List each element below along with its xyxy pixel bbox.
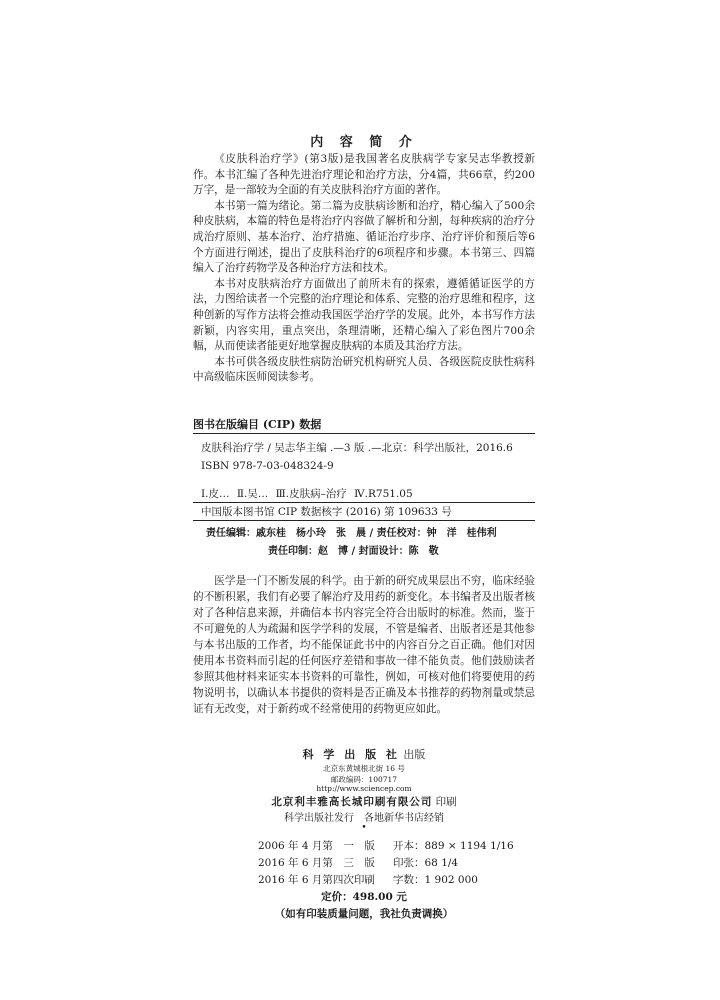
word-count: 字数：1 902 000 [393, 874, 478, 886]
printer-line [193, 794, 535, 809]
responsible-editors: 责任编辑：戚东桂 杨小玲 张 晨 / 责任校对：钟 洋 桂伟利 [206, 528, 497, 539]
cip-bottom-rule [193, 520, 535, 521]
publisher-website: http://www.sciencep.com [316, 784, 412, 793]
summary-paragraph: 《皮肤科治疗学》(第3版)是我国著名皮肤病学专家吴志华教授新作。本书汇编了各种先进治疗理论和治疗方法，分4篇，共66章，约200万字，是一部较为全面的有关皮肤科治疗方面的著作。 [193, 153, 535, 197]
summary-body [193, 152, 535, 386]
printing-date: 2016 年 6 月第四次印刷 [258, 874, 375, 886]
cip-library-number: 中国版本图书馆 CIP 数据核字 (2016) 第 109633 号 [201, 506, 452, 518]
publisher-postcode: 邮政编码：100717 [330, 775, 398, 784]
cip-classification: Ⅰ.皮… Ⅱ.吴… Ⅲ.皮肤病–治疗 Ⅳ.R751.05 [201, 488, 413, 500]
summary-paragraph: 本书对皮肤病治疗方面做出了前所未有的探索，遵循循证医学的方法，力图给读者一个完整的治疗理论和体系、完整的治疗思维和程序，这种创新的写作方法将会推动我国医学治疗学的发展。此外，本书写作方法新颖，内容实用，重点突出，条理清晰，还精心编入了彩色图片700余幅，从而使读者能更好地掌握皮肤病的本质及其治疗方法。 [193, 277, 535, 353]
separator-dot: • [361, 823, 367, 833]
cip-title-line: 皮肤科治疗学 / 吴志华主编 .—3 版 .—北京：科学出版社，2016.6 [201, 442, 513, 454]
edition-row [258, 855, 458, 870]
edition-date: 2006 年 4 月第 一 版 [258, 840, 375, 852]
medical-disclaimer [193, 573, 535, 717]
cip-mid-rule [193, 502, 535, 503]
cip-top-rule [193, 433, 535, 434]
disclaimer-paragraph: 医学是一门不断发展的科学。由于新的研究成果层出不穷，临床经验的不断积累，我们有必要了解治疗及用药的新变化。本书编者及出版者核对了各种信息来源，并确信本书内容完全符合出版时的标准。然而，鉴于不可避免的人为疏漏和医学学科的发展，不管是编者、出版者还是其他参与本书出版的工作者，均不能保证此书中的内容百分之百正确。他们对因使用本书资料而引起的任何医疗差错和事故一律不能负责。他们鼓励读者参照其他材料来证实本书资料的可靠性，例如，可核对他们将要使用的药物说明书，以确认本书提供的资料是否正确及本书推荐的药物剂量或禁忌证有无改变，对于新药或不经常使用的药物更应如此。 [193, 575, 535, 715]
book-price: 定价：498.00 元 [321, 891, 407, 903]
distribution-line: 科学出版社发行 各地新华书店经销 [284, 813, 444, 824]
cip-isbn: ISBN 978-7-03-048324-9 [201, 460, 334, 472]
edition-row [258, 838, 514, 853]
edition-date: 2016 年 6 月第 三 版 [258, 857, 375, 869]
summary-title: 内 容 简 介 [310, 135, 418, 150]
printer-suffix: 印刷 [435, 796, 457, 808]
publisher-suffix: 出版 [403, 748, 426, 761]
responsible-print-design: 责任印制：赵 博 / 封面设计：陈 敬 [268, 546, 439, 557]
cip-heading: 图书在版编目 (CIP) 数据 [193, 418, 322, 431]
printer-name: 北京利丰雅高长城印刷有限公司 [271, 796, 433, 808]
format-size: 开本：889 × 1194 1/16 [393, 840, 514, 852]
summary-paragraph: 本书第一篇为绪论。第二篇为皮肤病诊断和治疗，精心编入了500余种皮肤病，本篇的特色是将治疗内容做了解析和分割，每种疾病的治疗分成治疗原则、基本治疗、治疗措施、循证治疗步序、治疗评价和预后等6个方面进行阐述，提出了皮肤科治疗的6项程序和步骤。本书第三、四篇编入了治疗药物学及各种治疗方法和技术。 [193, 199, 535, 275]
publisher-name: 科 学 出 版 社 [302, 748, 400, 761]
print-sheets: 印张：68 1/4 [393, 857, 459, 869]
edition-row [258, 872, 478, 887]
summary-paragraph: 本书可供各级皮肤性病防治研究机构研究人员、各级医院皮肤性病科中高级临床医师阅读参考。 [193, 355, 535, 384]
publisher-line [193, 746, 535, 762]
publisher-address: 北京东黄城根北街 16 号 [323, 764, 405, 773]
quality-notice: （如有印装质量问题，我社负责调换） [274, 908, 454, 920]
